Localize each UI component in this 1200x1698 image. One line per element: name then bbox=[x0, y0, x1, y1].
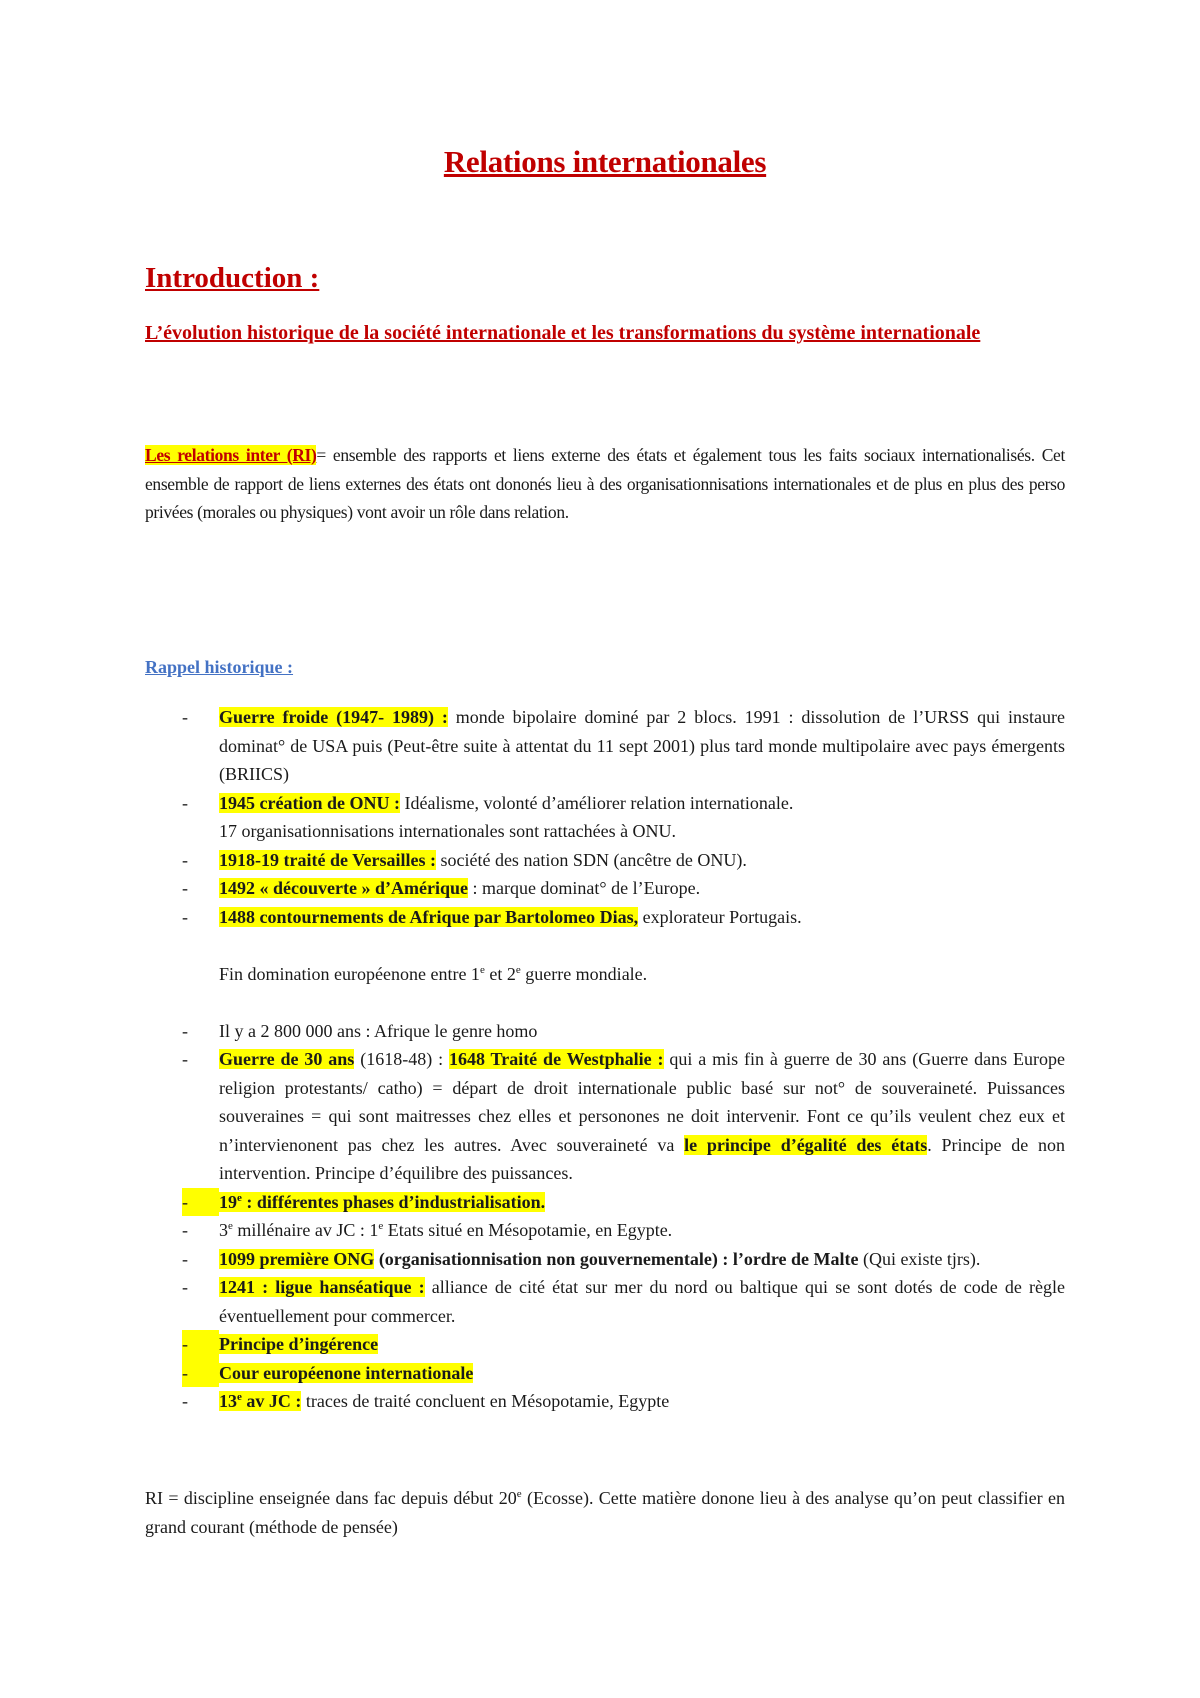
highlight: Guerre de 30 ans bbox=[219, 1049, 355, 1069]
item-bold-text: (organisationnisation non gouvernementale) : l’ordre de Malte bbox=[374, 1248, 859, 1269]
list-item bbox=[145, 1387, 1065, 1416]
item-text: 17 organisationnisations internationales sont rattachées à ONU. bbox=[219, 821, 677, 841]
note-text: et 2 bbox=[484, 963, 516, 984]
definition-paragraph bbox=[145, 441, 1065, 527]
item-text: traces de traité concluent en Mésopotamie, Egypte bbox=[301, 1391, 670, 1411]
list-item bbox=[145, 789, 1065, 846]
item-text: monde bipolaire dominé par 2 blocs. 1991 : dissolution de l’URSS qui instaure dominat° de USA puis (Peut-être suite à attentat du 11 sept 2001) plus tard monde multipolaire avec pays émergents (BRIICS) bbox=[219, 707, 1065, 784]
item-text: . Principe de non intervention. Principe d’équilibre des puissances. bbox=[219, 1134, 1065, 1183]
item-text: 13 bbox=[219, 1391, 237, 1411]
list-item bbox=[145, 846, 1065, 875]
superscript: e bbox=[516, 1488, 522, 1500]
highlight: 1648 Traité de Westphalie : bbox=[448, 1049, 664, 1069]
item-text: Idéalisme, volonté d’améliorer relation internationale. bbox=[399, 792, 794, 813]
item-text: : différentes phases d’industrialisation. bbox=[241, 1191, 546, 1212]
item-text: (Qui existe tjrs). bbox=[858, 1248, 981, 1269]
superscript: e bbox=[228, 1220, 233, 1232]
highlight: 1099 première ONG bbox=[219, 1248, 375, 1269]
closing-paragraph bbox=[145, 1484, 1065, 1541]
list-item bbox=[145, 903, 1065, 932]
item-text: 19 bbox=[219, 1191, 237, 1212]
list-item bbox=[145, 703, 1065, 789]
item-text: : marque dominat° de l’Europe. bbox=[467, 878, 701, 898]
list-spacer bbox=[145, 931, 1065, 960]
superscript: e bbox=[237, 1391, 242, 1403]
item-text: société des nation SDN (ancêtre de ONU). bbox=[435, 849, 747, 870]
highlight: 1492 « découverte » d’Amérique bbox=[219, 878, 468, 898]
item-text: Il y a 2 800 000 ans : Afrique le genre homo bbox=[219, 1020, 538, 1041]
superscript: e bbox=[378, 1220, 384, 1232]
highlight: 1241 : ligue hanséatique : bbox=[219, 1277, 425, 1297]
list-item bbox=[145, 1330, 1065, 1359]
paragraph-text: RI = discipline enseignée dans fac depuis début 20 bbox=[145, 1488, 517, 1508]
list-item bbox=[145, 1273, 1065, 1330]
list-item bbox=[145, 1188, 1065, 1217]
list-item bbox=[145, 1045, 1065, 1188]
item-text: av JC : bbox=[241, 1391, 302, 1411]
highlight: Guerre froide (1947- 1989) : bbox=[219, 707, 448, 727]
item-text: qui a mis fin à guerre de 30 ans (Guerre dans Europe religion protestants/ catho) = départ de droit internationale public basé sur not° de souveraineté. Puissances souveraines = qui sont maitresses chez elles et personones ne doit intervenir. Font ce qu’ils veulent chez eux et n’intervienonent pas chez les autres. Avec souveraineté va bbox=[219, 1049, 1065, 1155]
item-text: millénaire av JC : 1 bbox=[232, 1220, 379, 1240]
highlight: Cour européenone internationale bbox=[219, 1362, 474, 1383]
list-item bbox=[145, 1017, 1065, 1046]
definition-text: = ensemble des rapports et liens externe des états et également tous les faits sociaux internationalisés. Cet ensemble de rapport de liens externes des états ont dononés lieu à des organisationnisations internationales et de plus en plus des perso privées (morales ou physiques) vont avoir un rôle dans relation. bbox=[145, 445, 1065, 522]
document-title: Relations internationales bbox=[443, 144, 767, 179]
list-spacer bbox=[145, 988, 1065, 1017]
item-text: alliance de cité état sur mer du nord ou baltique qui se sont dotés de code de règle éventuellement pour commercer. bbox=[219, 1277, 1065, 1326]
item-text: explorateur Portugais. bbox=[638, 906, 802, 927]
highlight: le principe d’égalité des états bbox=[684, 1134, 928, 1155]
highlight: 1918-19 traité de Versailles : bbox=[219, 849, 436, 870]
highlight: Principe d’ingérence bbox=[219, 1334, 379, 1354]
highlight bbox=[219, 1192, 545, 1212]
item-text: Etats situé en Mésopotamie, en Egypte. bbox=[383, 1220, 673, 1240]
rappel-heading: Rappel historique : bbox=[145, 657, 294, 677]
list-item bbox=[145, 1245, 1065, 1274]
paragraph-text: (Ecosse). Cette matière donone lieu à des analyse qu’on peut classifier en grand courant (méthode de pensée) bbox=[145, 1488, 1065, 1537]
definition-term: Les relations inter (RI) bbox=[145, 445, 317, 465]
intro-heading: Introduction : bbox=[145, 262, 320, 294]
note-text: guerre mondiale. bbox=[520, 963, 648, 984]
note-text: Fin domination européenone entre 1 bbox=[219, 963, 480, 984]
section-subheading: L’évolution historique de la société internationale et les transformations du système internationale bbox=[145, 322, 981, 344]
superscript: e bbox=[515, 963, 521, 976]
history-list bbox=[145, 703, 1065, 1416]
highlight: 1945 création de ONU : bbox=[219, 792, 400, 813]
list-note bbox=[145, 960, 1065, 989]
list-item bbox=[145, 874, 1065, 903]
item-text: 3 bbox=[219, 1220, 228, 1240]
list-item bbox=[145, 1359, 1065, 1388]
list-item bbox=[145, 1216, 1065, 1245]
superscript: e bbox=[237, 1191, 242, 1204]
item-text: (1618-48) : bbox=[354, 1049, 449, 1069]
superscript: e bbox=[479, 963, 485, 976]
highlight bbox=[219, 1391, 301, 1411]
highlight: 1488 contournements de Afrique par Bartolomeo Dias, bbox=[219, 906, 639, 927]
